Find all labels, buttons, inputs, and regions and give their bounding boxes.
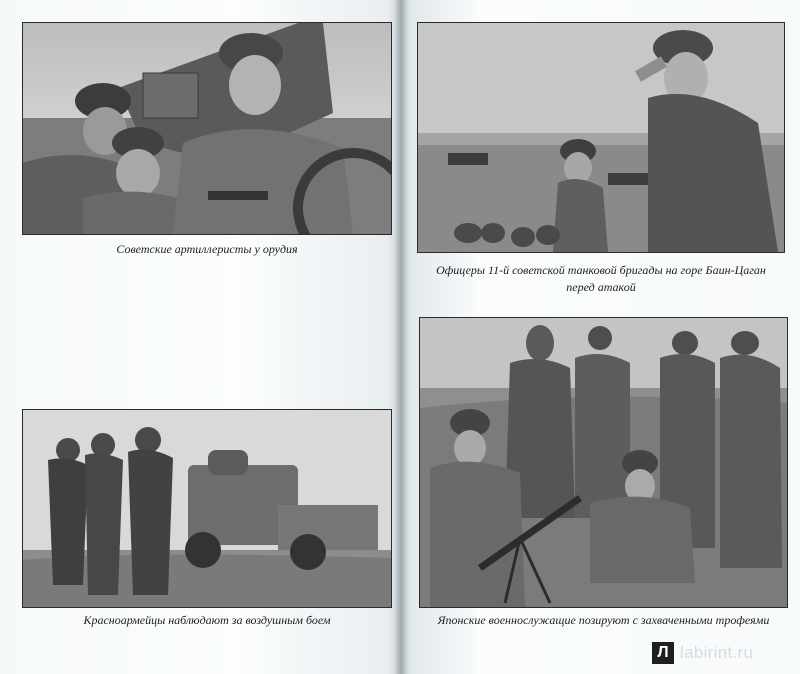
watermark [652, 642, 753, 664]
caption-watching-air-battle: Красноармейцы наблюдают за воздушным боем [83, 613, 331, 627]
caption-tank-brigade-officers [418, 262, 784, 296]
caption-line-2: перед атакой [566, 280, 636, 294]
labirint-logo-icon: Л [652, 642, 674, 664]
photo-japanese-servicemen [420, 318, 787, 607]
watermark-text: labirint.ru [680, 643, 754, 662]
caption-japanese-servicemen: Японские военнослужащие позируют с захваченными трофеями [437, 613, 770, 627]
photo-tank-brigade-officers [418, 23, 784, 252]
caption-artillerymen: Советские артиллеристы у орудия [116, 242, 298, 256]
photo-watching-air-battle [23, 410, 391, 607]
caption-line-1: Офицеры 11-й советской танковой бригады на горе Баин-Цаган [436, 263, 766, 277]
book-gutter [394, 0, 408, 674]
photo-artillerymen [23, 23, 391, 234]
